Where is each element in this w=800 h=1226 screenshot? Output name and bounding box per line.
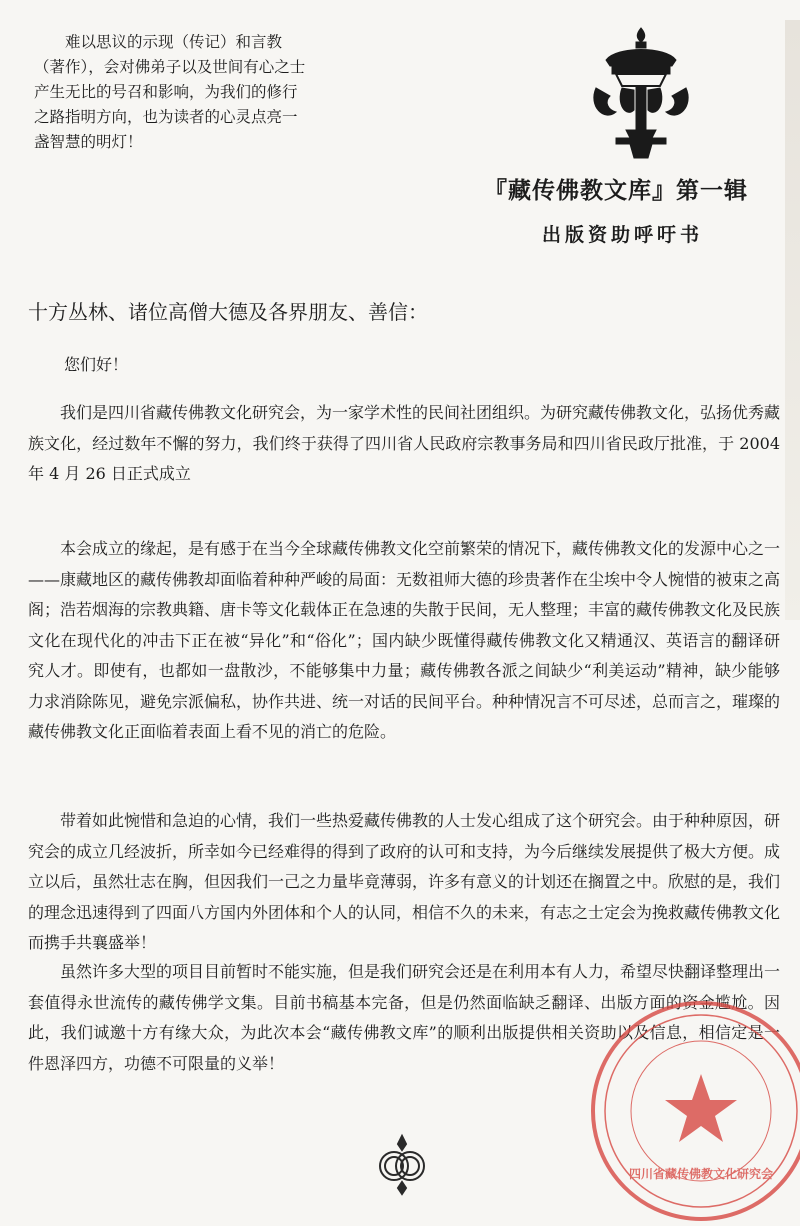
endless-knot-ornament-icon [370,1132,434,1196]
document-title: 『藏传佛教文库』第一辑 [484,178,748,204]
greeting: 您们好！ [64,355,129,374]
document-subtitle: 出版资助呼吁书 [542,224,704,246]
body-paragraph: 本会成立的缘起，是有感于在当今全球藏传佛教文化空前繁荣的情况下，藏传佛教文化的发源中心之一——康藏地区的藏传佛教却面临着种种严峻的局面：无数祖师大德的珍贵著作在尘埃中令人惋惜的被束之高阁；浩若烟海的宗教典籍、唐卡等文化载体正在急速的失散于民间，无人整理；丰富的藏传佛教文化及民族文化在现代化的冲击下正在被“异化”和“俗化”；国内缺少既懂得藏传佛教文化又精通汉、英语言的翻译研究人才。即使有，也都如一盘散沙，不能够集中力量；藏传佛教各派之间缺少“利美运动”精神，缺少能够力求消除陈见，避免宗派偏私，协作共进、统一对话的民间平台。种种情况言不可尽述，总而言之，璀璨的藏传佛教文化正面临着表面上看不见的消亡的危险。 [28,539,781,741]
intro-paragraph: 难以思议的示现（传记）和言教（著作），会对佛弟子以及世间有心之士产生无比的号召和影响，为我们的修行之路指明方向，也为读者的心灵点亮一盏智慧的明灯！ [34,33,306,151]
body-paragraph: 我们是四川省藏传佛教文化研究会，为一家学术性的民间社团组织。为研究藏传佛教文化，弘扬优秀藏族文化，经过数年不懈的努力，我们终于获得了四川省人民政府宗教事务局和四川省民政厅批准，于 2004 年 4 月 26 日正式成立 [28,403,781,483]
official-seal-icon [586,996,800,1226]
salutation: 十方丛林、诸位高僧大德及各界朋友、善信： [28,300,428,324]
body-paragraph: 虽然许多大型的项目目前暂时不能实施，但是我们研究会还是在利用本有人力，希望尽快翻译整理出一套值得永世流传的藏传佛学文集。目前书稿基本完备，但是仍然面临缺乏翻译、出版方面的资金尴尬。因此，我们诚邀十方有缘大众，为此次本会“藏传佛教文库”的顺利出版提供相关资助以及信息，相信定是一件恩泽四方，功德不可限量的义举！ [28,962,781,1073]
body-paragraph: 带着如此惋惜和急迫的心情，我们一些热爱藏传佛教的人士发心组成了这个研究会。由于种种原因，研究会的成立几经波折，所幸如今已经难得的得到了政府的认可和支持，为今后继续发展提供了极大方便。成立以后，虽然壮志在胸，但因我们一己之力量毕竟薄弱，许多有意义的计划还在搁置之中。欣慰的是，我们的理念迅速得到了四面八方国内外团体和个人的认同，相信不久的未来，有志之士定会为挽救藏传佛教文化而携手共襄盛举！ [28,811,781,952]
page-edge-shadow [785,20,800,620]
seal-text: 四川省藏传佛教文化研究会 [628,1167,774,1181]
buddhist-emblem-icon [586,26,696,160]
